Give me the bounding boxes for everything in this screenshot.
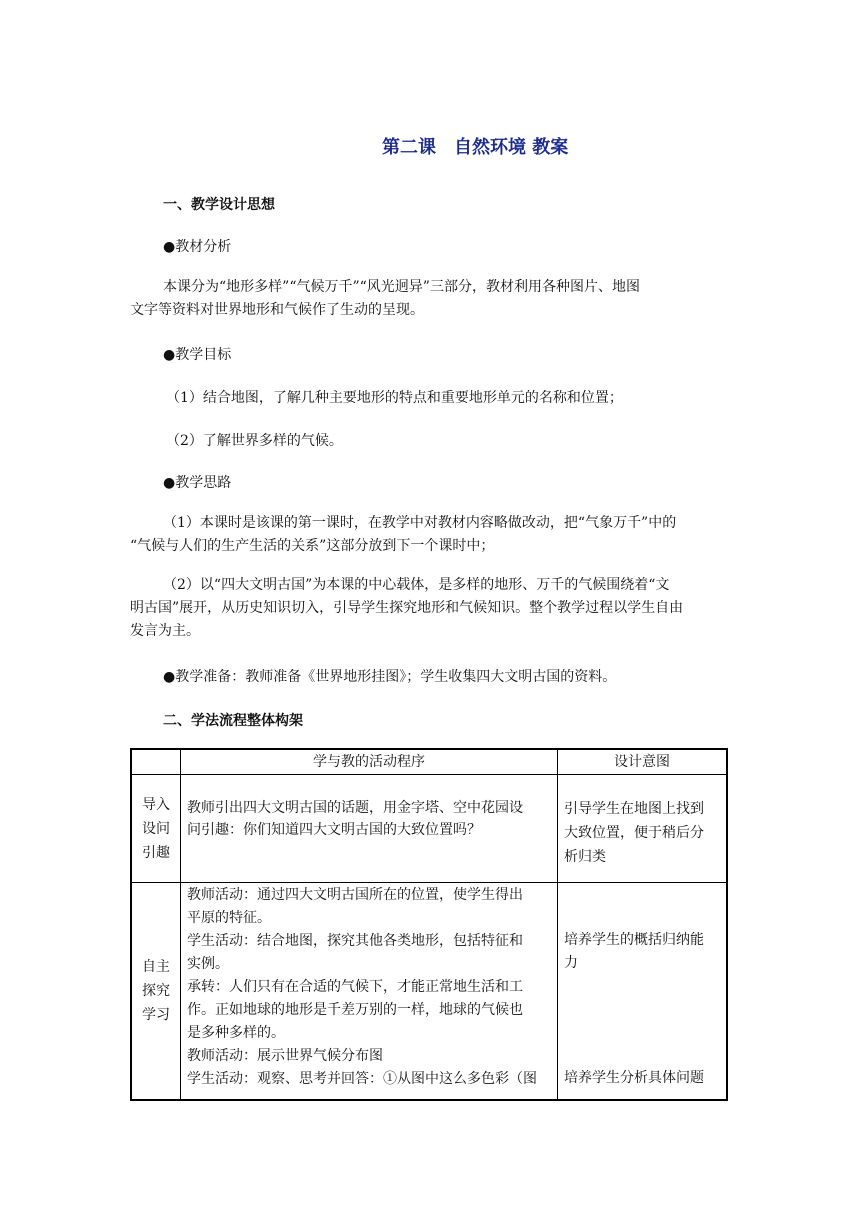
activity-text: 是多种多样的。: [187, 1025, 285, 1041]
flow-table: [130, 748, 728, 1101]
stage-text: 导入: [142, 796, 170, 813]
stage-text: 学习: [142, 1007, 170, 1023]
activity-text: 学生活动：结合地图，探究其他各类地形，包括特征和: [187, 933, 523, 949]
material-line-1: 本课分为“地形多样”“气候万千”“风光迥异”三部分，教材利用各种图片、地图: [163, 279, 640, 295]
goal-label: ●教学目标: [163, 347, 232, 363]
intent-text: 培养学生的概括归纳能: [564, 932, 704, 948]
material-label: ●教材分析: [163, 239, 232, 255]
stage-text: 引趣: [142, 844, 170, 861]
idea-paragraph-1: [130, 512, 730, 558]
activity-text: 作。正如地球的地形是千差万别的一样，地球的气候也: [187, 1002, 523, 1018]
header-cell-intent: 设计意图: [558, 749, 728, 775]
idea-2-line-3: 发言为主。: [130, 623, 200, 639]
intent-text: 大致位置，便于稍后分: [564, 825, 704, 841]
page-title: 第二课 自然环境 教案: [382, 137, 569, 158]
table-header-row: [131, 749, 727, 775]
goal-item-2: （2）了解世界多样的气候。: [166, 433, 343, 449]
activity-text: 教师引出四大文明古国的话题，用金字塔、空中花园设: [187, 800, 523, 816]
table-row: [131, 883, 727, 1101]
idea-paragraph-2: [130, 574, 730, 643]
stage-text: 自主: [142, 959, 170, 975]
activity-text: 平原的特征。: [187, 910, 271, 926]
section2-heading: 二、学法流程整体构架: [163, 713, 303, 729]
header-cell-blank: [131, 749, 181, 775]
stage-cell: [131, 883, 181, 1101]
header-cell-activity: 学与教的活动程序: [181, 749, 558, 775]
activity-cell: [181, 883, 558, 1101]
idea-label: ●教学思路: [163, 475, 232, 491]
idea-2-line-2: 明古国”展开，从历史知识切入，引导学生探究地形和气候知识。整个教学过程以学生自由: [130, 600, 684, 616]
idea-1-line-2: “气候与人们的生产生活的关系”这部分放到下一个课时中；: [130, 538, 495, 554]
activity-text: 教师活动：展示世界气候分布图: [187, 1048, 383, 1064]
stage-cell: [131, 775, 181, 883]
stage-text: 设问: [142, 820, 170, 837]
activity-text: 学生活动：观察、思考并回答：①从图中这么多色彩（图: [187, 1071, 537, 1087]
intent-text: 力: [564, 955, 578, 971]
prep-line: ●教学准备：教师准备《世界地形挂图》；学生收集四大文明古国的资料。: [163, 669, 617, 685]
material-paragraph: [130, 276, 730, 322]
activity-cell: [181, 775, 558, 883]
stage-text: 探究: [142, 983, 170, 999]
material-line-2: 文字等资料对世界地形和气候作了生动的呈现。: [130, 302, 424, 318]
activity-text: 承转：人们只有在合适的气候下，才能正常地生活和工: [187, 979, 523, 995]
table-row: [131, 775, 727, 883]
intent-cell: [558, 775, 728, 883]
intent-text: 培养学生分析具体问题: [564, 1070, 704, 1086]
intent-text: 引导学生在地图上找到: [564, 801, 704, 817]
idea-1-line-1: （1）本课时是该课的第一课时，在教学中对教材内容略做改动，把“气象万千”中的: [163, 515, 677, 531]
activity-text: 实例。: [187, 956, 229, 972]
intent-text: 析归类: [564, 849, 606, 865]
section1-heading: 一、教学设计思想: [163, 197, 275, 213]
activity-text: 教师活动：通过四大文明古国所在的位置，使学生得出: [187, 887, 523, 903]
idea-2-line-1: （2）以“四大文明古国”为本课的中心载体，是多样的地形、万千的气候围绕着“文: [163, 577, 670, 593]
goal-item-1: （1）结合地图，了解几种主要地形的特点和重要地形单元的名称和位置；: [166, 390, 623, 406]
intent-cell: [558, 883, 728, 1101]
activity-text: 问引趣：你们知道四大文明古国的大致位置吗？: [187, 822, 481, 838]
